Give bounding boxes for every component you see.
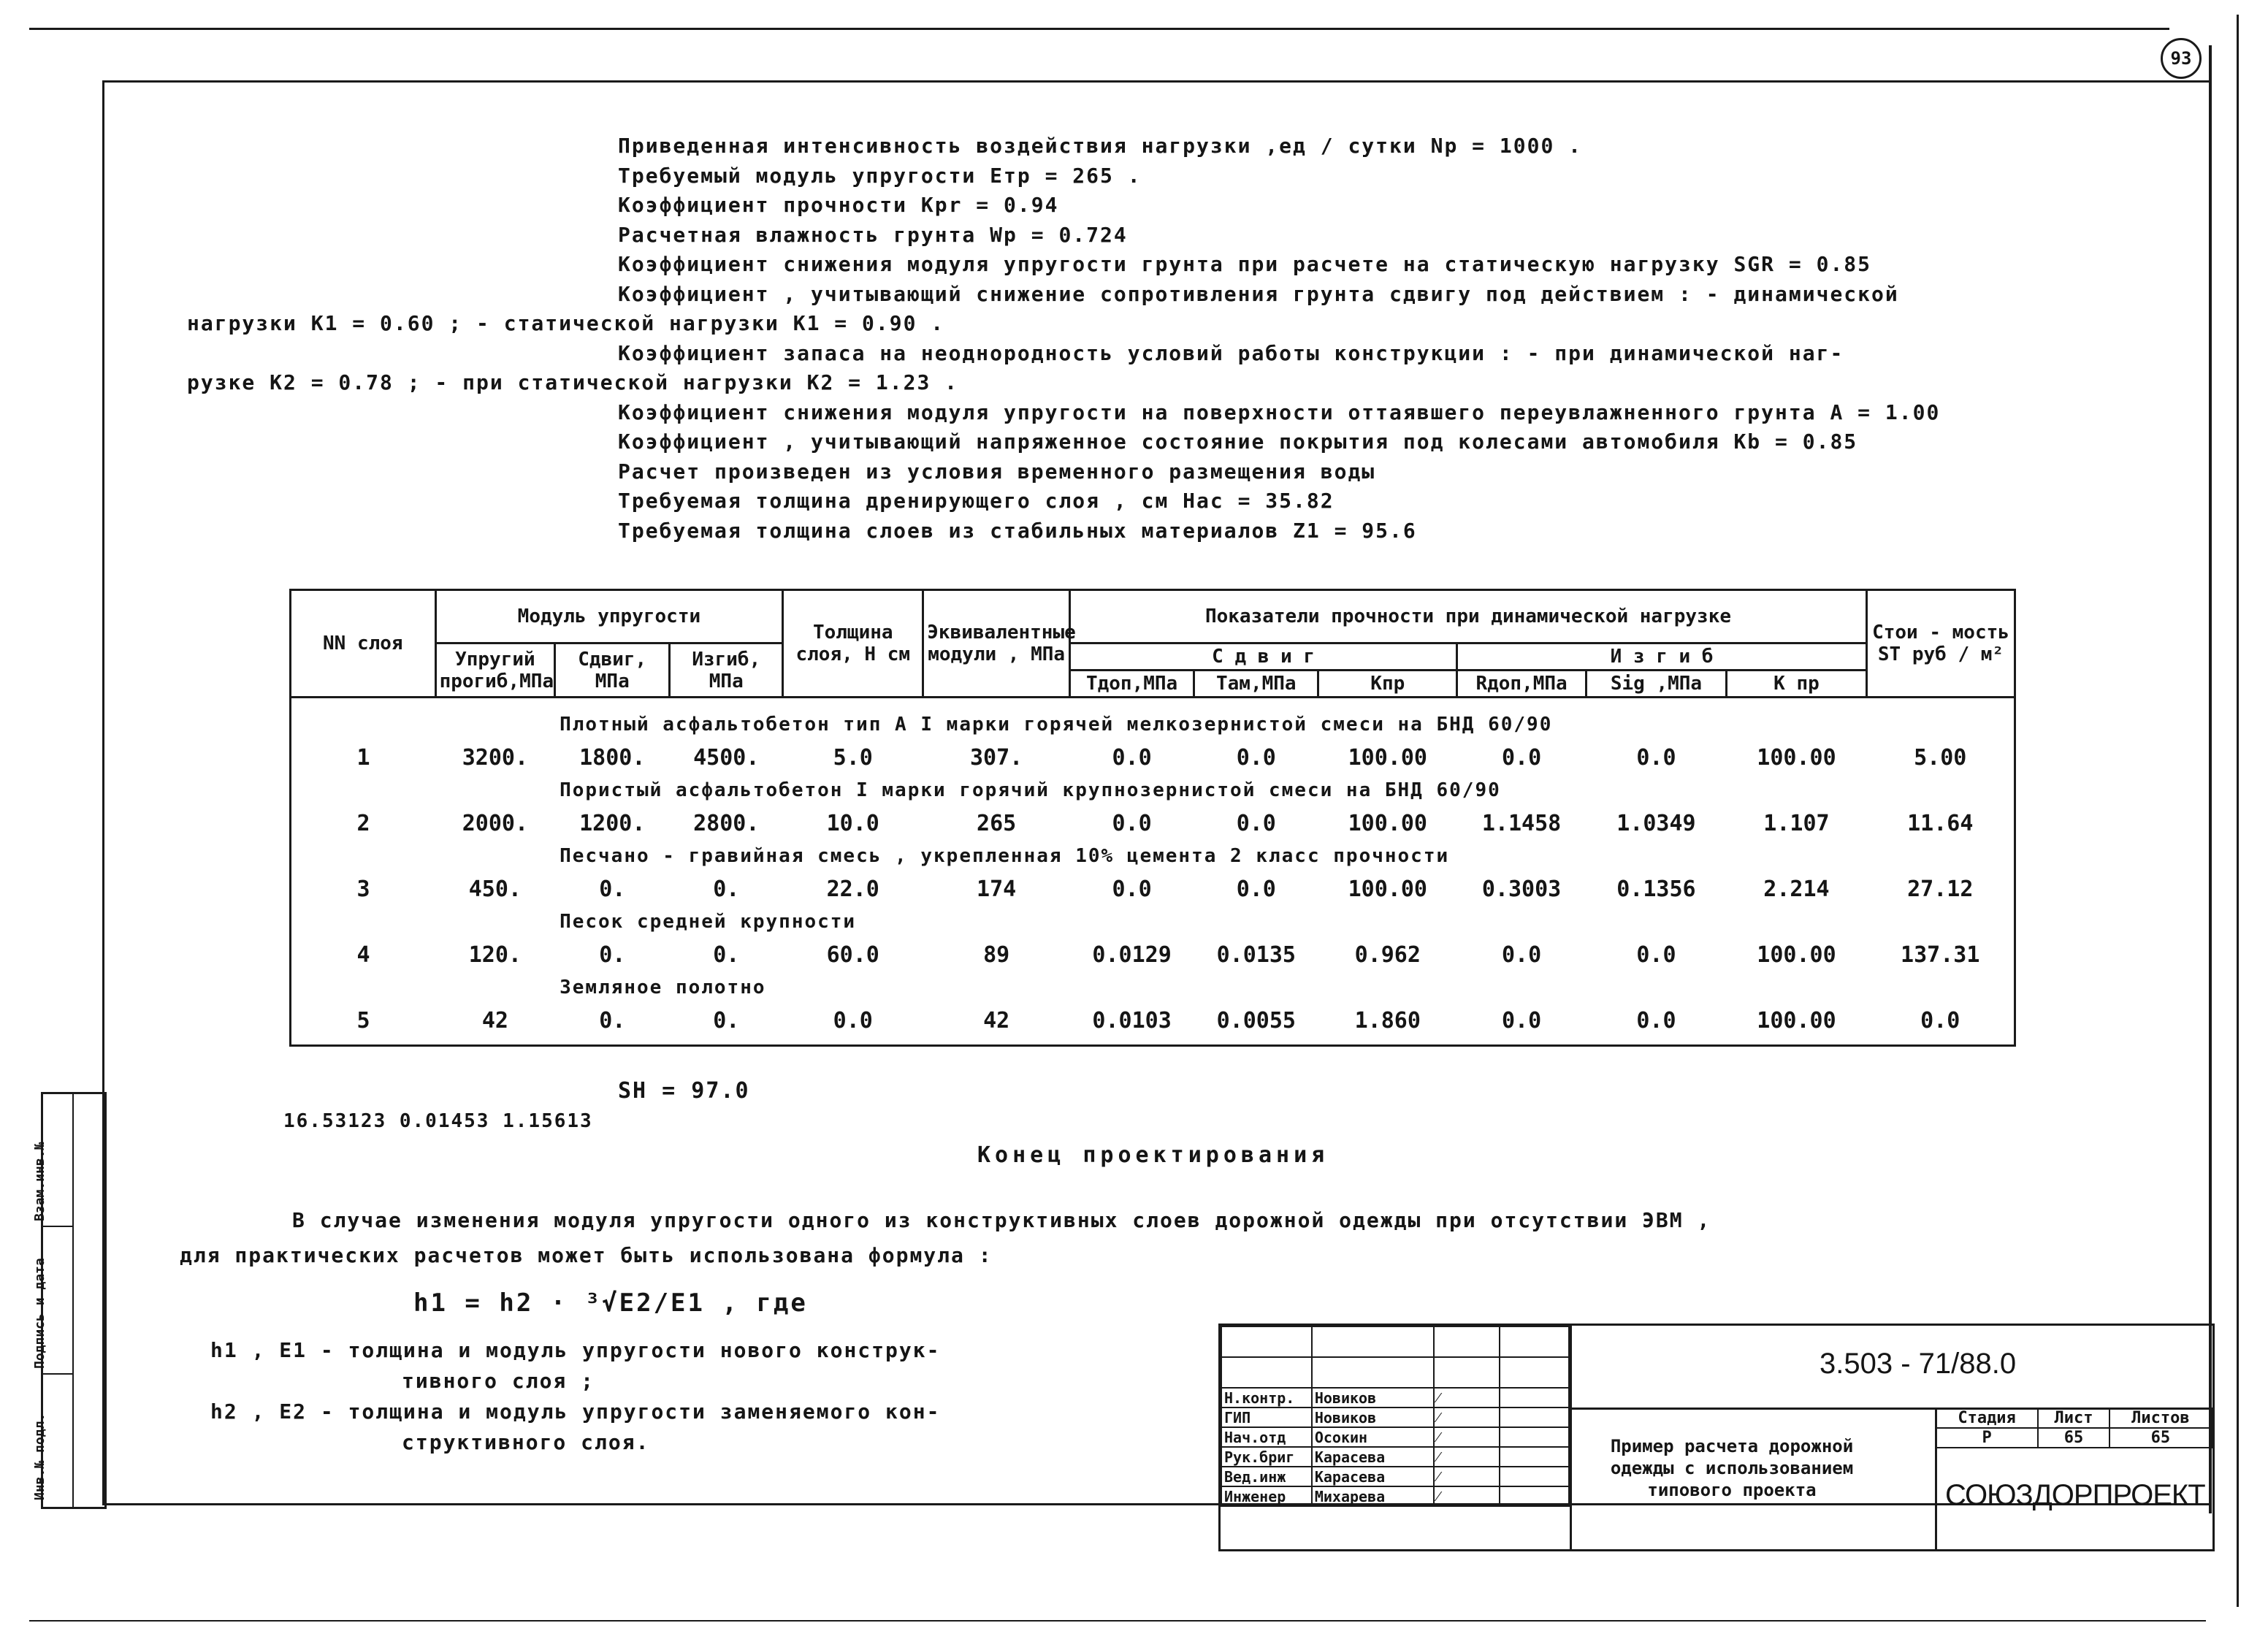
side-registration-box [32, 1092, 107, 1509]
signature: ⁄ [1434, 1486, 1499, 1506]
param-line: Коэффициент запаса на неоднородность условий работы конструкции : - при динамической наг- [618, 340, 1844, 365]
table-cell: 4500. [693, 745, 760, 771]
param-line: Приведенная интенсивность воздействия нагрузки ,ед / сутки Np = 1000 . [618, 134, 1583, 158]
table-cell: 1.107 [1763, 811, 1830, 836]
definition-2-cont: структивного слоя. [402, 1430, 650, 1454]
note-line-2: для практических расчетов может быть использована формула : [180, 1243, 993, 1267]
person-name: Осокин [1312, 1427, 1434, 1447]
table-cell: 5.0 [833, 745, 873, 771]
person-name: Михарева [1312, 1486, 1434, 1506]
param-line: Расчет произведен из условия временного размещения воды [618, 459, 1376, 484]
col-izgib-header: И з г и б [1457, 643, 1867, 671]
role: Рук.бриг [1221, 1447, 1312, 1467]
signature: ⁄ [1434, 1388, 1499, 1408]
table-cell: 0.0 [1112, 811, 1152, 836]
total-thickness: SH = 97.0 [618, 1078, 750, 1104]
sheet-value: 65 [2038, 1428, 2109, 1448]
col-strength-header: Показатели прочности при динамической нагрузке [1070, 590, 1867, 643]
layer-values-row [291, 939, 2015, 971]
table-cell: 450. [468, 876, 522, 902]
table-cell: 100.00 [1348, 745, 1427, 771]
table-cell: 11.64 [1866, 807, 2015, 840]
table-cell: 0.0 [1866, 1004, 2015, 1046]
table-cell: 10.0 [826, 811, 879, 836]
side-label: Подпись и дата [32, 1258, 47, 1369]
table-cell: 100.00 [1757, 942, 1836, 968]
col-layer-header: NN слоя [291, 590, 436, 698]
col-elastic-header: Упругий прогиб,МПа [435, 643, 555, 698]
table-cell: 100.00 [1348, 876, 1427, 902]
organization: СОЮЗДОРПРОЕКТ [1945, 1479, 2205, 1511]
layer-values-row [291, 1004, 2015, 1046]
col-equiv-header: Эквивалентные модули , МПа [923, 590, 1070, 698]
table-cell: 0. [599, 942, 626, 968]
extra-values: 16.53123 0.01453 1.15613 [283, 1110, 593, 1132]
col-shear-header: Сдвиг, МПа [555, 643, 670, 698]
table-cell: 2.214 [1763, 876, 1830, 902]
table-cell: 0.0 [1236, 876, 1276, 902]
param-line: Расчетная влажность грунта Wp = 0.724 [618, 222, 1128, 247]
table-cell: 100.00 [1757, 745, 1836, 771]
col-thickness-header: Толщина слоя, H см [783, 590, 923, 698]
sheet-label: Лист [2038, 1408, 2109, 1428]
table-cell: 1.0349 [1616, 811, 1696, 836]
table-cell: 2800. [693, 811, 760, 836]
table-cell: 27.12 [1866, 873, 2015, 906]
table-cell: 0.0129 [1092, 942, 1172, 968]
col-sig-header: Sig ,МПа [1586, 671, 1726, 698]
table-cell: 42 [923, 1004, 1070, 1046]
layer-values-row [291, 873, 2015, 906]
role: ГИП [1221, 1408, 1312, 1427]
table-cell: 174 [977, 876, 1017, 902]
param-line: Коэффициент снижения модуля упругости грунта при расчете на статическую нагрузку SGR = 0.85 [618, 252, 1872, 276]
table-cell: 1.860 [1318, 1004, 1457, 1046]
table-cell: 0.0 [1236, 745, 1276, 771]
role: Инженер [1221, 1486, 1312, 1506]
table-cell: 0.3003 [1481, 876, 1562, 902]
table-cell: 0.0135 [1216, 942, 1296, 968]
definition-2: h2 , E2 - толщина и модуль упругости заменяемого кон- [210, 1399, 941, 1424]
table-cell: 5.00 [1866, 741, 2015, 774]
signatures-table [1221, 1326, 1570, 1507]
param-line: нагрузки K1 = 0.60 ; - статической нагрузки K1 = 0.90 . [187, 311, 945, 335]
signature: ⁄ [1434, 1447, 1499, 1467]
table-cell: 0.0103 [1070, 1004, 1194, 1046]
layers-table [289, 589, 2016, 1047]
formula: h1 = h2 · ³√E2/E1 , где [413, 1288, 808, 1318]
col-sdvig-header: С д в и г [1070, 643, 1457, 671]
table-cell: 1800. [579, 745, 646, 771]
layer-description-row [291, 906, 2015, 939]
layer-material: Пористый асфальтобетон I марки горячий крупнозернистой смеси на БНД 60/90 [560, 779, 1501, 801]
table-cell: 60.0 [826, 942, 879, 968]
table-cell: 0.0 [1236, 811, 1276, 836]
table-cell: 120. [468, 942, 522, 968]
col-cost-header: Стои - мость ST руб / м² [1866, 590, 2015, 698]
col-kpr2-header: K пр [1726, 671, 1866, 698]
param-line: Требуемая толщина дренирующего слоя , см Hac = 35.82 [618, 489, 1335, 513]
table-cell: 0.0055 [1194, 1004, 1318, 1046]
note-line-1: В случае изменения модуля упругости одного из конструктивных слоев дорожной одежды при отсутствии ЭВМ , [292, 1208, 1711, 1232]
table-cell: 22.0 [826, 876, 879, 902]
table-cell: 307. [970, 745, 1023, 771]
table-cell: 1.1458 [1481, 811, 1562, 836]
layer-material: Плотный асфальтобетон тип А I марки горячей мелкозернистой смеси на БНД 60/90 [560, 714, 1553, 736]
table-cell: 0.0 [1636, 745, 1676, 771]
sheets-label: Листов [2109, 1408, 2212, 1428]
table-cell: 3 [291, 873, 436, 906]
table-cell: 3200. [462, 745, 529, 771]
stage-value: Р [1936, 1428, 2038, 1448]
definition-1-cont: тивного слоя ; [402, 1369, 595, 1393]
calc-parameters [187, 131, 2247, 546]
table-cell: 0.1356 [1616, 876, 1696, 902]
title-block [1218, 1324, 2215, 1551]
table-cell: 0.0 [1501, 745, 1542, 771]
definition-1: h1 , E1 - толщина и модуль упругости нового конструк- [210, 1338, 941, 1362]
table-cell: 42 [435, 1004, 555, 1046]
param-line: Требуемый модуль упругости Етр = 265 . [618, 163, 1142, 188]
col-tdop-header: Tдоп,МПа [1070, 671, 1194, 698]
frame-top [102, 80, 2210, 83]
col-bend-header: Изгиб, МПа [670, 643, 783, 698]
table-cell: 100.00 [1726, 1004, 1866, 1046]
param-line: рузке K2 = 0.78 ; - при статической нагрузки K2 = 1.23 . [187, 370, 959, 394]
table-cell: 0.0 [1112, 876, 1152, 902]
person-name: Новиков [1312, 1388, 1434, 1408]
table-cell: 0. [713, 876, 740, 902]
document-title: Пример расчета дорожной одежды с использованием типового проекта [1610, 1436, 1854, 1500]
person-name: Карасева [1312, 1467, 1434, 1486]
layer-material: Земляное полотно [560, 977, 766, 998]
table-cell: 0.962 [1354, 942, 1421, 968]
col-rdop-header: Rдоп,МПа [1457, 671, 1587, 698]
param-line: Коэффициент снижения модуля упругости на поверхности оттаявшего переувлажненного грунта A = 1.00 [618, 400, 1941, 424]
table-cell: 0.0 [1457, 1004, 1587, 1046]
table-cell: 137.31 [1866, 939, 2015, 971]
role: Н.контр. [1221, 1388, 1312, 1408]
stage-label: Стадия [1936, 1408, 2038, 1428]
document-code: 3.503 - 71/88.0 [1820, 1348, 2017, 1380]
side-label: Взам.инв.№ [32, 1142, 47, 1221]
table-cell: 0.0 [1586, 1004, 1726, 1046]
page-number: 93 [2161, 38, 2202, 79]
sheets-value: 65 [2109, 1428, 2212, 1448]
param-line: Коэффициент , учитывающий снижение сопротивления грунта сдвигу под действием : - динамической [618, 281, 1899, 306]
col-modulus-header: Модуль упругости [435, 590, 783, 643]
param-line: Требуемая толщина слоев из стабильных материалов Z1 = 95.6 [618, 518, 1417, 543]
table-cell: 0.0 [783, 1004, 923, 1046]
layer-description-row [291, 698, 2015, 742]
role: Вед.инж [1221, 1467, 1312, 1486]
table-cell: 2 [291, 807, 436, 840]
table-cell: 89 [983, 942, 1010, 968]
layer-values-row [291, 741, 2015, 774]
layer-description-row [291, 840, 2015, 873]
layer-material: Песок средней крупности [560, 911, 857, 933]
layer-values-row [291, 807, 2015, 840]
table-cell: 0. [713, 942, 740, 968]
table-cell: 0.0 [1501, 942, 1542, 968]
bottom-rule [29, 1620, 2206, 1622]
table-cell: 100.00 [1348, 811, 1427, 836]
col-kpr1-header: Kпр [1318, 671, 1457, 698]
person-name: Карасева [1312, 1447, 1434, 1467]
table-cell: 5 [291, 1004, 436, 1046]
table-cell: 2000. [462, 811, 529, 836]
end-title: Конец проектирования [977, 1142, 1329, 1168]
layer-description-row [291, 971, 2015, 1004]
col-tam-header: Tам,МПа [1194, 671, 1318, 698]
side-label: Инв.№ подл. [32, 1413, 47, 1500]
table-cell: 4 [291, 939, 436, 971]
table-cell: 265 [977, 811, 1017, 836]
layer-material: Песчано - гравийная смесь , укрепленная 10% цемента 2 класс прочности [560, 845, 1450, 867]
signature: ⁄ [1434, 1467, 1499, 1486]
table-cell: 0.0 [1636, 942, 1676, 968]
person-name: Новиков [1312, 1408, 1434, 1427]
role: Нач.отд [1221, 1427, 1312, 1447]
layer-description-row [291, 774, 2015, 807]
sheet-info [1935, 1408, 2212, 1448]
table-cell: 1 [291, 741, 436, 774]
table-cell: 0. [555, 1004, 670, 1046]
signature: ⁄ [1434, 1408, 1499, 1427]
table-cell: 1200. [579, 811, 646, 836]
signature: ⁄ [1434, 1427, 1499, 1447]
table-cell: 0. [670, 1004, 783, 1046]
table-cell: 0.0 [1112, 745, 1152, 771]
table-cell: 0. [599, 876, 626, 902]
top-rule [29, 28, 2169, 30]
param-line: Коэффициент , учитывающий напряженное состояние покрытия под колесами автомобиля Kb = 0.85 [618, 429, 1858, 454]
param-line: Коэффициент прочности Kpr = 0.94 [618, 193, 1059, 217]
